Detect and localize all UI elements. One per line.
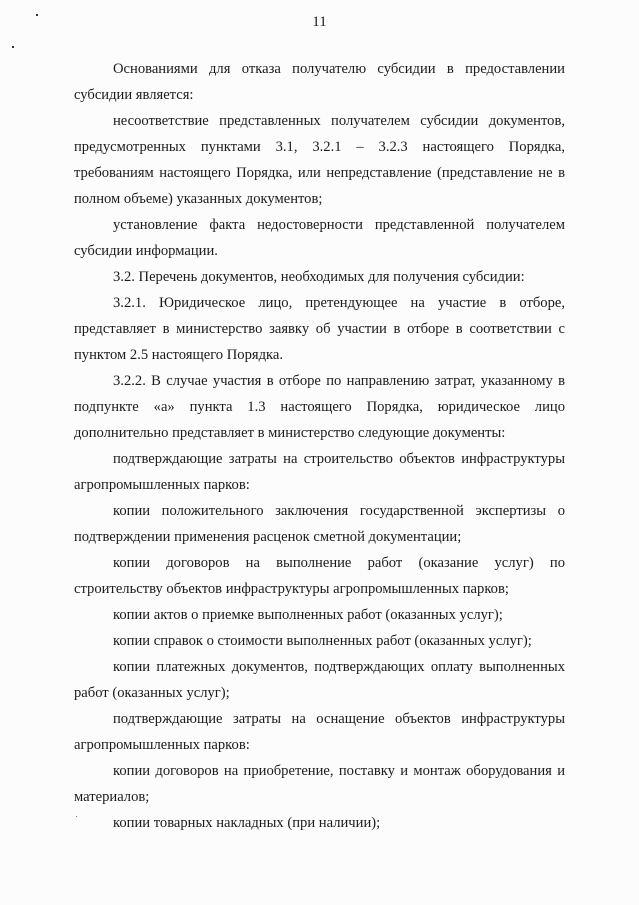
paragraph-nonconformity: несоответствие представленных получателем субсидии документов, предусмотренных пунктами 3.1, 3.2.1 – 3.2.3 настоящего Порядка, требованиям настоящего Порядка, или непредставление (представление не в полном объеме) указанных документов;	[74, 113, 565, 207]
paragraph-waybills: копии товарных накладных (при наличии);	[113, 815, 381, 831]
paragraph-false-information: установление факта недостоверности представленной получателем субсидии информации.	[74, 217, 565, 259]
paragraph-acceptance-acts: копии актов о приемке выполненных работ (оказанных услуг);	[113, 607, 503, 623]
scan-speck	[12, 46, 14, 48]
paragraph-section-3-2: 3.2. Перечень документов, необходимых для получения субсидии:	[113, 269, 525, 285]
paragraph-section-3-2-1: 3.2.1. Юридическое лицо, претендующее на участие в отборе, представляет в министерство заявку об участии в отборе в соответствии с пунктом 2.5 настоящего Порядка.	[74, 295, 565, 363]
paragraph-equipment-costs: подтверждающие затраты на оснащение объектов инфраструктуры агропромышленных парков:	[74, 711, 565, 753]
paragraph-purchase-contracts: копии договоров на приобретение, поставку и монтаж оборудования и материалов;	[74, 763, 565, 805]
paragraph-contract-copies: копии договоров на выполнение работ (оказание услуг) по строительству объектов инфраструктуры агропромышленных парков;	[74, 555, 565, 597]
page-number: 11	[312, 14, 327, 30]
document-body	[74, 56, 565, 836]
paragraph-cost-statements: копии справок о стоимости выполненных работ (оказанных услуг);	[113, 633, 532, 649]
paragraph-section-3-2-2: 3.2.2. В случае участия в отборе по направлению затрат, указанному в подпункте «а» пункта 1.3 настоящего Порядка, юридическое лицо дополнительно представляет в министерство следующие документы:	[74, 373, 565, 441]
paragraph-refusal-grounds: Основаниями для отказа получателю субсидии в предоставлении субсидии является:	[74, 61, 565, 103]
paragraph-construction-costs: подтверждающие затраты на строительство объектов инфраструктуры агропромышленных парков:	[74, 451, 565, 493]
paragraph-expertise-copies: копии положительного заключения государственной экспертизы о подтверждении применения расценок сметной документации;	[74, 503, 565, 545]
paragraph-payment-documents: копии платежных документов, подтверждающих оплату выполненных работ (оказанных услуг);	[74, 659, 565, 701]
